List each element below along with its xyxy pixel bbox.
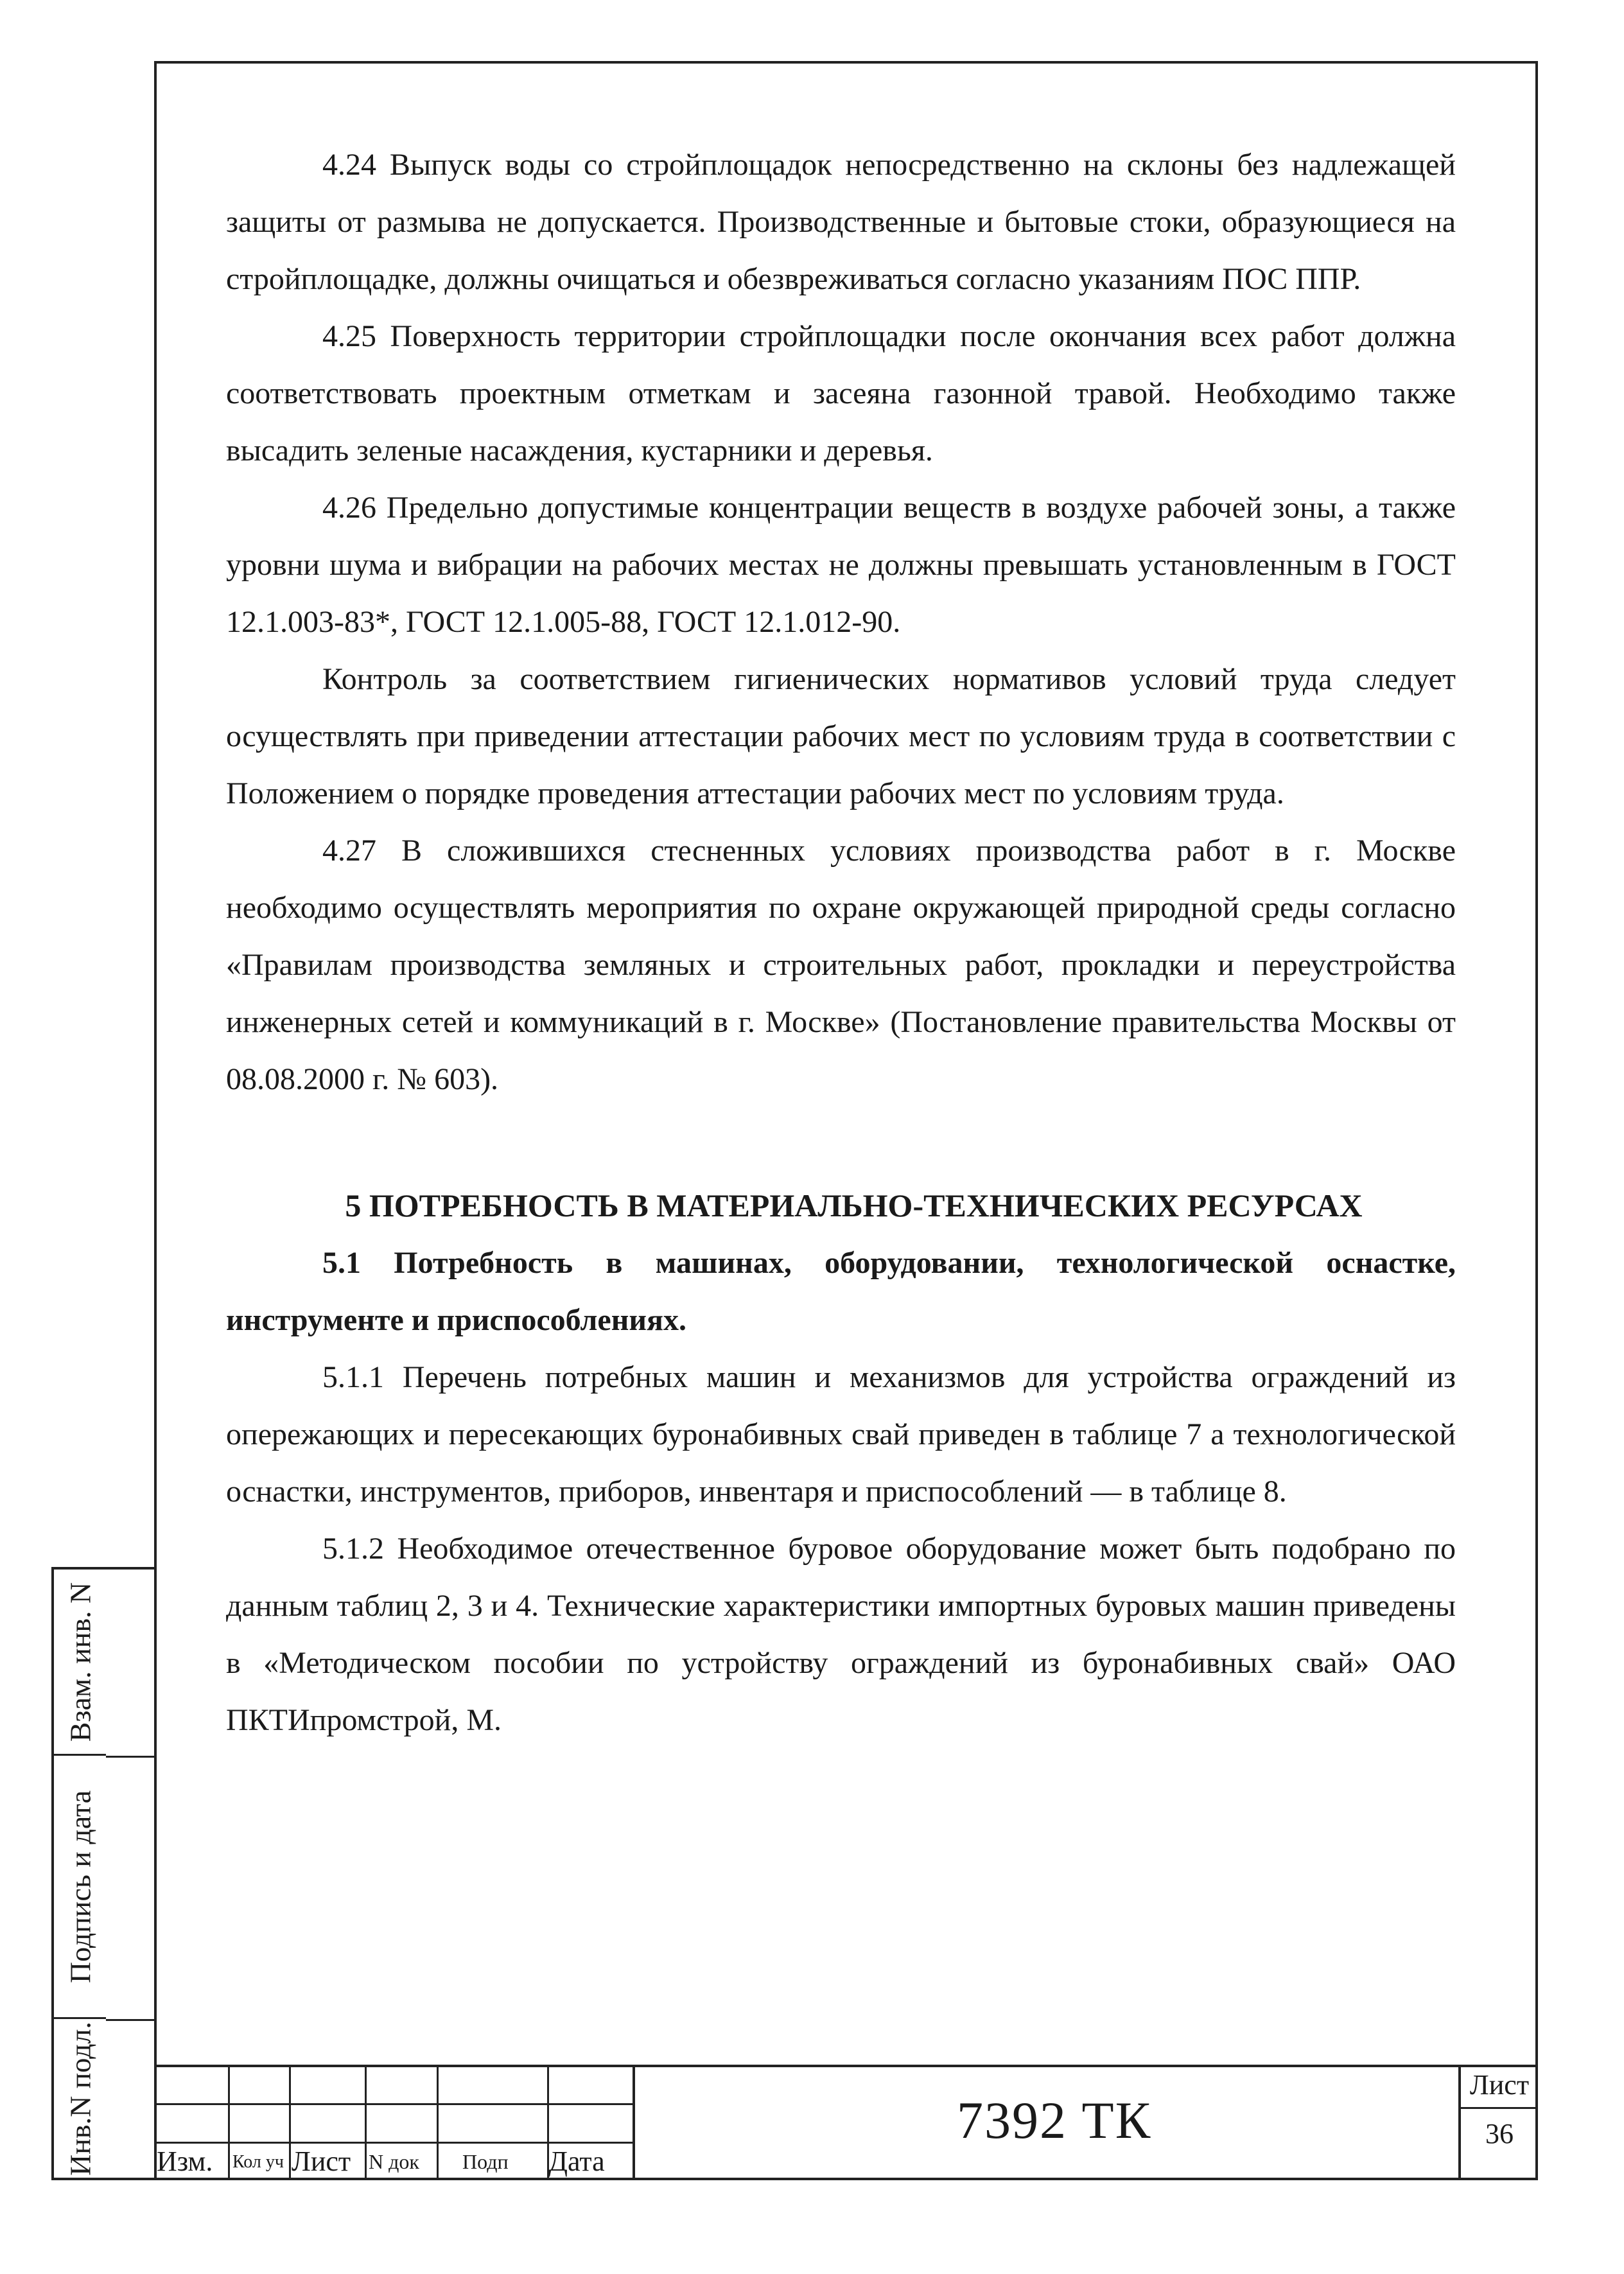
stamp-vzam-inv: Взам. инв. N [54,1570,106,1756]
stamp-podpis-data: Подпись и дата [54,1756,106,2019]
title-block [154,2065,1538,2180]
sheet-number: 36 [1485,2118,1514,2149]
section-5-heading: 5 ПОТРЕБНОСТЬ В МАТЕРИАЛЬНО-ТЕХНИЧЕСКИХ РЕСУРСАХ [345,1187,1363,1223]
paragraph-4-26: 4.26 Предельно допустимые концентрации веществ в воздухе рабочей зоны, а также уровни шума и вибрации на рабочих местах не должны превышать установленным в ГОСТ 12.1.003-83*, ГОСТ 12.1.005-88, ГОСТ 12.1.012-90. [226,491,1456,639]
col-kol-uch: Кол уч [232,2152,284,2172]
stamp-inv-podl: Инв.N подл. [64,2021,96,2176]
document-body [226,136,1456,1749]
paragraph-4-26-control: Контроль за соответствием гигиенических нормативов условий труда следует осуществлять при приведении аттестации рабочих мест по условиям труда в соответствии с Положением о порядке проведения аттестации рабочих мест по условиям труда. [226,662,1456,810]
col-list: Лист [292,2146,351,2177]
paragraph-4-25: 4.25 Поверхность территории стройплощадки после окончания всех работ должна соответствовать проектным отметкам и засеяна газонной травой. Необходимо также высадить зеленые насаждения, кустарники и деревья. [226,319,1456,468]
sheet-number-box [1458,2065,1538,2180]
side-stamp [51,1567,106,2180]
side-stamp-blank [106,1567,154,2180]
paragraph-4-24: 4.24 Выпуск воды со стройплощадок непосредственно на склоны без надлежащей защиты от размыва не допускается. Производственные и бытовые стоки, образующиеся на стройплощадке, должны очищаться и обезвреживаться согласно указаниям ПОС ППР. [226,148,1456,296]
paragraph-5-1-1: 5.1.1 Перечень потребных машин и механизмов для устройства ограждений из опережающих и пересекающих буронабивных свай приведен в таблице 7 а технологической оснастки, инструментов, приборов, инвентаря и приспособлений — в таблице 8. [226,1360,1456,1509]
col-n-dok: N док [369,2150,419,2173]
document-code: 7392 ТК [957,2091,1152,2149]
revision-grid [154,2065,633,2180]
col-podp: Подп [462,2150,509,2173]
paragraph-4-27: 4.27 В сложившихся стесненных условиях производства работ в г. Москве необходимо осуществлять мероприятия по охране окружающей природной среды согласно «Правилам производства земляных и строительных работ, прокладки и переустройства инженерных сетей и коммуникаций в г. Москве» (Постановление правительства Москвы от 08.08.2000 г. № 603). [226,834,1456,1096]
paragraph-5-1-2: 5.1.2 Необходимое отечественное буровое оборудование может быть подобрано по данным таблиц 2, 3 и 4. Технические характеристики импортных буровых машин приведены в «Методическом пособии по устройству ограждений из буронабивных свай» ОАО ПКТИпромстрой, М. [226,1532,1456,1737]
col-data: Дата [548,2146,605,2177]
sheet-label: Лист [1461,2068,1538,2109]
col-izm: Изм. [157,2146,213,2177]
section-5-1-heading: 5.1 Потребность в машинах, оборудовании, технологической оснастке, инструменте и приспособлениях. [226,1246,1456,1337]
